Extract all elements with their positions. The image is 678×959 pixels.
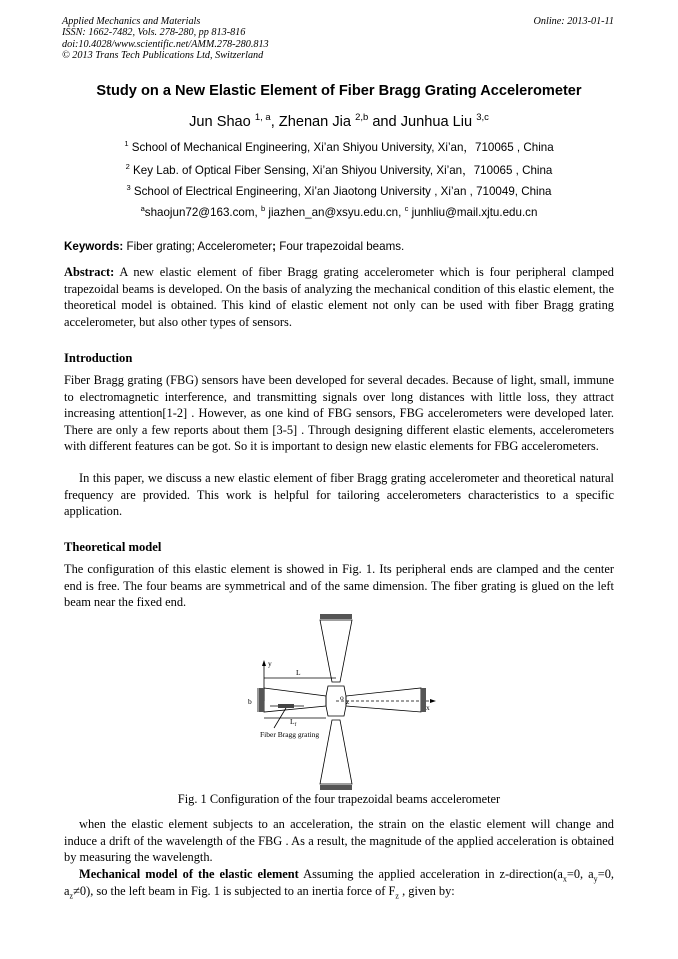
label-L-part: L <box>290 717 295 726</box>
text-run: =0, a <box>566 867 594 881</box>
text-run: =0, a <box>64 867 614 898</box>
affiliation-3 <box>0 185 678 198</box>
author-name: Jun Shao <box>189 114 251 130</box>
section-heading-theoretical-model: Theoretical model <box>64 540 162 554</box>
figure-1 <box>248 612 446 795</box>
keywords-label: Keywords: <box>64 240 124 253</box>
figure-caption: Fig. 1 Configuration of the four trapezoidal beams accelerometer <box>177 792 501 806</box>
right-beam <box>346 688 421 712</box>
label-o: o <box>340 693 344 702</box>
subscript: y <box>593 874 598 884</box>
journal-name: Applied Mechanics and Materials <box>62 16 201 27</box>
affiliation-2 <box>0 162 678 178</box>
intro-paragraph-2: In this paper, we discuss a new elastic element of fiber Bragg grating accelerometer and theoretical natural frequency are provided. This work is helpful for tailoring accelerometers characteristics to a specific application. <box>64 471 614 518</box>
affiliation-num: 3 <box>126 183 131 193</box>
abstract-text: A new elastic element of fiber Bragg grating accelerometer which is four peripheral clamped trapezoidal beams is developed. On the basis of analyzing the mechanical condition of this elastic element, the theoretical model is obtained. This kind of elastic element not only can be used with fiber Bragg grating accelerometer, but also other types of sensors. <box>64 265 614 329</box>
affiliation-text: School of Electrical Engineering, Xi’an Jiaotong University , Xi’an , 710049, China <box>130 185 552 198</box>
label-z: z <box>346 697 350 706</box>
subscript: z <box>395 890 399 900</box>
affiliation-text: Key Lab. of Optical Fiber Sensing, Xi’an Shiyou University, Xi’an，710065 , China <box>129 164 553 177</box>
text-run: , given by: <box>399 883 455 898</box>
bottom-beam <box>320 720 352 784</box>
affiliation-1 <box>0 139 678 155</box>
keywords-text: Four trapezoidal beams. <box>276 240 405 253</box>
theory-paragraph-1: The configuration of this elastic element is showed in Fig. 1. Its peripheral ends are clamped and the center end is free. The four beams are symmetrical and of the same dimension. The fiber grating is glued on the left beam near the fixed end. <box>64 562 614 609</box>
top-beam <box>320 620 352 682</box>
author-sup: 3,c <box>476 112 489 124</box>
issn-line: ISSN: 1662-7482, Vols. 278-280, pp 813-816 <box>62 27 246 39</box>
intro-paragraph-1: Fiber Bragg grating (FBG) sensors have been developed for several decades. Because of light, small, immune to electromagnetic interference, and transmitting signals over long distances with little loss, they attract increasing attention[1-2] . However, as one kind of FBG sensors, FBG accelerometers were developed later. There are only a few reports about them [3-5] . Through designing different elastic elements, accelerometers with different features can be got. So it is important to design new elastic elements for FBG accelerometers. <box>64 373 614 453</box>
label-Lf <box>290 717 297 728</box>
text-run: ≠0), so the left beam in Fig. 1 is subjected to an inertia force of F <box>73 883 396 898</box>
label-L: L <box>296 668 301 677</box>
paper-title: Study on a New Elastic Element of Fiber Bragg Grating Accelerometer <box>96 83 582 99</box>
subsection-bold: Mechanical model of the elastic element <box>79 867 299 881</box>
email-address: jiazhen_an@xsyu.edu.cn, <box>265 206 405 219</box>
email-address: shaojun72@163.com, <box>144 206 261 219</box>
affiliation-num: 1 <box>124 139 129 149</box>
theory-paragraph-2: when the elastic element subjects to an acceleration, the strain on the elastic element will change and induce a drift of the wavelength of the FBG . As a result, the magnitude of the applied acceleration is obtained by measuring the wavelength. <box>64 817 614 864</box>
abstract <box>64 264 614 330</box>
label-x: x <box>426 703 430 712</box>
label-b: b <box>248 697 252 706</box>
theory-paragraph-3 <box>64 866 614 899</box>
author-sep: and <box>368 114 401 130</box>
author-sup: 1, a <box>254 112 271 124</box>
keywords <box>64 240 404 253</box>
author-sup: 2,b <box>355 112 369 124</box>
keywords-semicolon: ; <box>272 240 277 253</box>
email-sup: c <box>404 204 409 214</box>
text-run: Assuming the applied acceleration in z-direction(a <box>298 867 563 881</box>
clamp-top <box>320 614 352 619</box>
label-y: y <box>268 659 272 668</box>
abstract-label: Abstract: <box>64 265 115 279</box>
grating-mark <box>278 704 294 708</box>
author-list <box>0 114 678 130</box>
doi-line: doi:10.4028/www.scientific.net/AMM.278-280.813 <box>62 38 269 50</box>
clamp-left <box>259 688 264 712</box>
left-beam <box>264 688 326 712</box>
author-sep: , <box>270 114 279 130</box>
copyright-line: © 2013 Trans Tech Publications Ltd, Switzerland <box>62 49 264 61</box>
email-sup: a <box>140 204 145 214</box>
label-fiber-bragg-grating: Fiber Bragg grating <box>260 730 320 739</box>
email-list <box>0 206 678 219</box>
author-name: Junhua Liu <box>400 114 473 130</box>
label-f-sub: f <box>294 723 297 728</box>
affiliation-num: 2 <box>125 162 130 172</box>
keywords-text: Fiber grating; Accelerometer <box>123 240 273 253</box>
clamp-bottom <box>320 785 352 790</box>
email-address: junhliu@mail.xjtu.edu.cn <box>408 206 538 219</box>
email-sup: b <box>260 204 266 214</box>
section-heading-introduction: Introduction <box>64 351 133 365</box>
author-name: Zhenan Jia <box>278 114 352 130</box>
affiliation-text: School of Mechanical Engineering, Xi’an Shiyou University, Xi’an，710065 , China <box>128 141 554 154</box>
journal-header <box>62 16 269 61</box>
subscript: x <box>562 874 567 884</box>
subscript: z <box>69 890 74 900</box>
online-date: Online: 2013-01-11 <box>533 16 614 27</box>
